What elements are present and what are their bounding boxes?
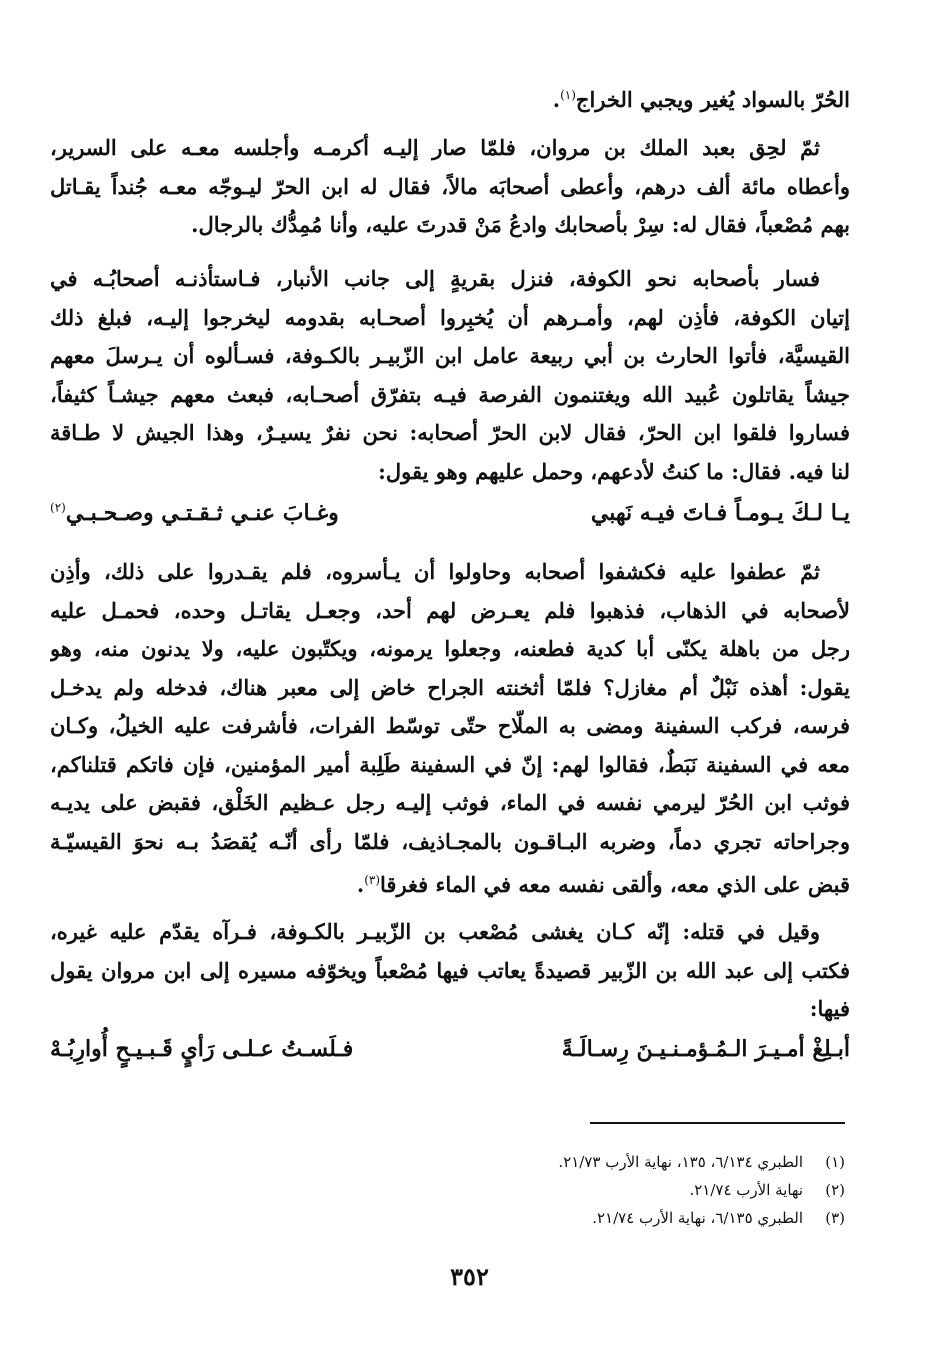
text-run: وغـابَ عنـي ثـقـتـي وصـحـبـي xyxy=(65,500,339,526)
footnote-text: الطبري ٦/١٣٥، نهاية الأرب ٢١/٧٤. xyxy=(592,1209,803,1227)
paragraph-1 xyxy=(50,76,850,115)
footnote xyxy=(300,1176,845,1204)
text-line: بهم مُصْعباً، فقال له: سِرْ بأصحابك وادعُ مَنْ قدرتَ عليه، وأنا مُمِدُّك بالرجال. xyxy=(191,212,850,237)
paragraph-4 xyxy=(50,553,850,900)
footnote-text: نهاية الأرب ٢١/٧٤. xyxy=(689,1181,803,1199)
text-line: فيها: xyxy=(809,996,850,1021)
footnote-number: (١) xyxy=(825,1153,845,1171)
footnote-text: الطبري ٦/١٣٤، ١٣٥، نهاية الأرب ٢١/٧٣. xyxy=(558,1153,803,1171)
text-line: معه في السفينة نَبَطٌ، فقالوا لهم: إنّ في السفينة طَلِبة أمير المؤمنين، فإن فاتكم قتلناكم، xyxy=(50,751,850,777)
footnote-marker: (١) xyxy=(560,88,576,102)
text-line: يقول: أهذه نَبْلٌ أم مغازل؟ فلمّا أثخنته الجراح خاض إلى معبر هناك، فدخله ولم يدخـل xyxy=(50,674,850,700)
text-line: فسار بأصحابه نحو الكوفة، فنزل بقريةٍ إلى جانب الأنبار، فـاستأذنـه أصحابُـه في xyxy=(50,266,820,291)
text-line: رجل من باهلة يكنّى أبا كدية فطعنه، وجعلوا يرمونه، ويكتّبون عليه، ولا يدنون منه، وهو xyxy=(50,636,850,661)
footnote-marker: (٢) xyxy=(50,500,66,515)
footnote xyxy=(300,1148,845,1176)
text-line: فساروا فلقوا ابن الحرّ، فقال لابن الحرّ أصحابه: نحن نفرٌ يسيـرٌ، وهذا الجيش لا طـاقة xyxy=(50,420,850,445)
text-line: فوثب ابن الحُرّ ليرمي نفسه في الماء، فوثب إليـه رجل عـظيم الخَلْق، فقبض على يديـه xyxy=(50,790,850,815)
text-line xyxy=(50,861,850,900)
verse-line xyxy=(50,500,850,544)
text-line: لنا فيه. فقال: ما كنتُ لأدعهم، وحمل عليهم وهو يقول: xyxy=(378,458,850,484)
text-line: ثمّ لحِق بعبد الملك بن مروان، فلمّا صار إليـه أكرمـه وأجلسه معـه على السرير، xyxy=(50,135,820,160)
footnotes xyxy=(300,1148,845,1232)
verse-line xyxy=(50,1036,850,1080)
text-run: . xyxy=(552,87,561,112)
text-line: إتيان الكوفة، فأذِن لهم، وأمـرهم أن يُخبِروا أصحـابه بقدومه ليخرجوا إليـه، فبلغ ذلك xyxy=(50,304,850,330)
paragraph-2 xyxy=(50,129,850,245)
text-line: ثمّ عطفوا عليه فكشفوا أصحابه وحاولوا أن يـأسروه، فلم يقـدروا على ذلك، وأذِن xyxy=(50,559,820,584)
text-line: فكتب إلى عبد الله بن الزّبير قصيدةً يعاتب فيها مُصْعباً ويخوّفه مسيره إلى ابن مروان يقول xyxy=(50,957,850,983)
footnote-number: (٣) xyxy=(825,1209,845,1227)
footnote-separator xyxy=(590,1122,845,1124)
text-line: فرسه، فركب السفينة ومضى به الملّاح حتّى توسّط الفرات، فأشرفت عليه الخيلُ، وكـان xyxy=(50,713,850,738)
text-line: وأعطاه مائة ألف درهم، وأعطى أصحابَه مالاً، فقال له ابن الحرّ ليـوجّه معـه جُنداً يقـاتل xyxy=(50,173,850,199)
text-run: الحُرّ بالسواد يُغير ويجبي الخراج xyxy=(575,87,850,112)
footnote xyxy=(300,1204,845,1232)
text-line: جيشاً يقاتلون عُبيد الله ويغتنمون الفرصة فيـه بتفرّق أصحـابه، فبعث معهم جيشـاً كثيفاً، xyxy=(50,381,850,407)
text-line xyxy=(50,76,850,115)
text-line: وقيل في قتله: إنّه كـان يغشى مُصْعب بن الزّبيـر بالكـوفة، فـرآه يقدّم عليه غيره، xyxy=(50,919,820,944)
verse-hemistich-right: يـا لـكَ يـومـاً فـاتَ فيـه نَهبي xyxy=(590,500,850,526)
text-run: . xyxy=(356,872,365,897)
text-line: وجراحاته تجري دماً، وضربه البـاقـون بالمجـاذيف، فلمّا رأى أنّـه يُقصَدُ بـه نحوَ القيسيّـة xyxy=(50,828,850,854)
verse-hemistich-left xyxy=(50,500,339,526)
text-line: لأصحابه في الذهاب، فذهبوا فلم يعـرض لهم أحد، وجعـل يقاتـل وحده، فحمـل عليه xyxy=(50,597,850,623)
footnote-number: (٢) xyxy=(825,1181,845,1199)
footnote-marker: (٣) xyxy=(364,873,381,887)
page-number: ٣٥٢ xyxy=(450,1262,489,1291)
paragraph-3 xyxy=(50,260,850,491)
paragraph-5 xyxy=(50,913,850,1029)
verse-hemistich-right: أبـلِغْ أمـيـرَ الـمُـؤمـنـيـنَ رِسـالَـةً xyxy=(561,1036,850,1062)
text-line: القيسيَّة، فأتوا الحارث بن أبي ربيعة عامل ابن الزّبيـر بالكـوفة، فسـألوه أن يـرسلَ معهم xyxy=(50,343,850,368)
text-run: قبض على الذي معه، وألقى نفسه معه في الماء فغرقا xyxy=(380,872,850,897)
verse-hemistich-left: فـلَسـتُ عـلـى رَأيٍ قَـبـيـحٍ أُوارِبُـهْ xyxy=(50,1036,354,1062)
